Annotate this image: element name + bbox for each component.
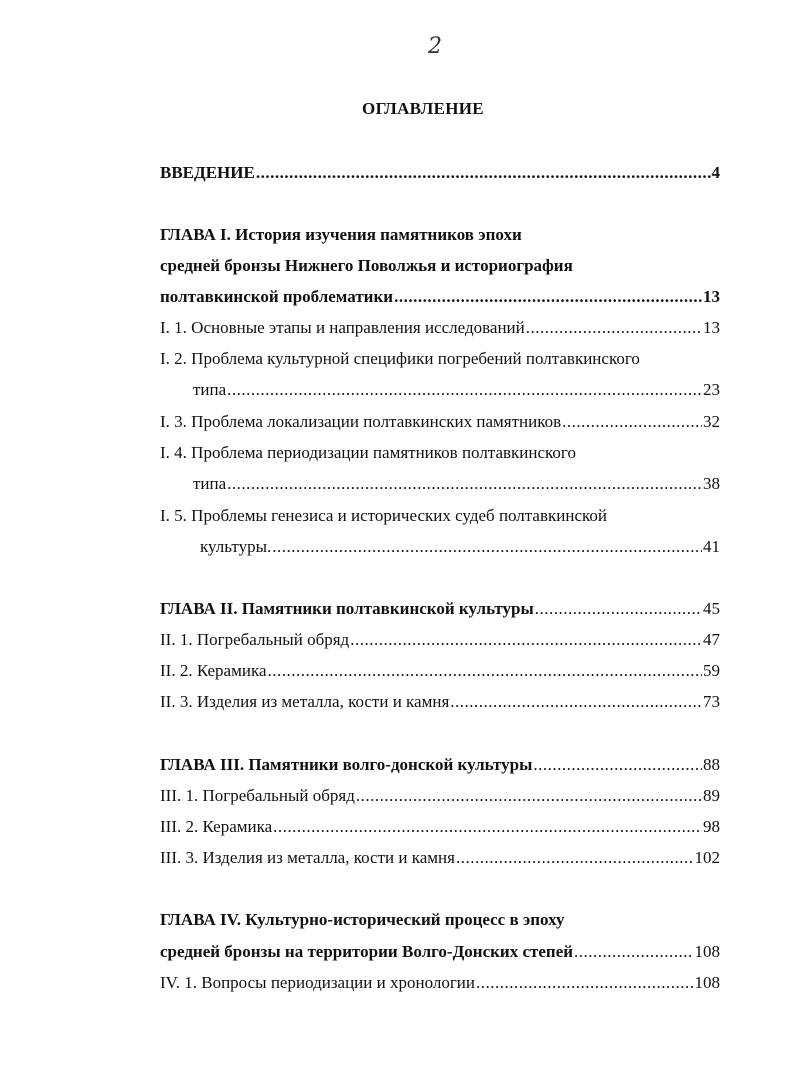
toc-entry-page: 38 (703, 474, 720, 493)
leader-dots (450, 690, 702, 714)
toc-entry-introduction[interactable] (160, 161, 720, 185)
toc-entry-text: II. 1. Погребальный обряд (160, 630, 350, 649)
toc-entry-1-5-line1[interactable]: I. 5. Проблемы генезиса и исторических судеб полтавкинской (160, 506, 607, 525)
leader-dots (394, 285, 702, 309)
toc-entry-page: 108 (694, 942, 720, 961)
toc-entry-page: 98 (703, 817, 720, 836)
toc-entry-text: культуры. (200, 537, 272, 556)
toc-entry-page: 13 (703, 318, 720, 337)
toc-entry-3-1[interactable] (160, 784, 720, 808)
leader-dots (526, 316, 702, 340)
toc-entry-text: III. 1. Погребальный обряд (160, 786, 355, 805)
toc-entry-text: I. 1. Основные этапы и направления исследований (160, 318, 525, 337)
toc-entry-2-2[interactable] (160, 659, 720, 683)
toc-entry-text: III. 2. Керамика (160, 817, 273, 836)
leader-dots (256, 161, 711, 185)
toc-entry-3-3[interactable] (160, 846, 720, 870)
leader-dots (356, 784, 702, 808)
leader-dots (535, 597, 702, 621)
leader-dots (456, 846, 694, 870)
toc-entry-1-4-line1[interactable]: I. 4. Проблема периодизации памятников полтавкинского (160, 443, 576, 462)
chapter-4-heading-line1[interactable]: ГЛАВА IV. Культурно-исторический процесс в эпоху (160, 910, 565, 929)
toc-entry-2-3[interactable] (160, 690, 720, 714)
toc-entry-text: типа (193, 474, 227, 493)
toc-entry-text: ГЛАВА III. Памятники волго-донской культуры (160, 755, 533, 774)
chapter-1-heading-line2[interactable]: средней бронзы Нижнего Поволжья и историография (160, 256, 573, 275)
toc-entry-page: 13 (703, 287, 720, 306)
leader-dots (272, 535, 702, 559)
toc-entry-page: 59 (703, 661, 720, 680)
toc-entry-page: 108 (694, 973, 720, 992)
chapter-3-heading[interactable] (160, 753, 720, 777)
leader-dots (268, 659, 702, 683)
toc-entry-1-5-line2[interactable] (200, 535, 720, 559)
toc-entry-page: 4 (711, 163, 720, 182)
toc-entry-text: IV. 1. Вопросы периодизации и хронологии (160, 973, 475, 992)
chapter-4-heading-line2[interactable] (160, 940, 720, 964)
chapter-1-heading-line3[interactable] (160, 285, 720, 309)
toc-entry-1-3[interactable] (160, 410, 720, 434)
chapter-1-heading-line1[interactable]: ГЛАВА I. История изучения памятников эпохи (160, 225, 522, 244)
toc-entry-text: полтавкинской проблематики (160, 287, 394, 306)
toc-entry-text: II. 3. Изделия из металла, кости и камня (160, 692, 450, 711)
chapter-2-heading[interactable] (160, 597, 720, 621)
leader-dots (227, 378, 702, 402)
toc-entry-page: 41 (703, 537, 720, 556)
toc-entry-text: II. 2. Керамика (160, 661, 267, 680)
toc-entry-page: 23 (703, 380, 720, 399)
toc-entry-3-2[interactable] (160, 815, 720, 839)
toc-entry-page: 32 (703, 412, 720, 431)
toc-entry-page: 89 (703, 786, 720, 805)
leader-dots (562, 410, 702, 434)
toc-entry-4-1[interactable] (160, 971, 720, 995)
toc-entry-text: I. 3. Проблема локализации полтавкинских памятников (160, 412, 562, 431)
toc-entry-text: III. 3. Изделия из металла, кости и камня (160, 848, 455, 867)
leader-dots (574, 940, 693, 964)
leader-dots (476, 971, 694, 995)
toc-entry-text: типа (193, 380, 227, 399)
toc-entry-1-4-line2[interactable] (193, 472, 720, 496)
toc-entry-2-1[interactable] (160, 628, 720, 652)
toc-entry-page: 47 (703, 630, 720, 649)
toc-entry-text: средней бронзы на территории Волго-Донских степей (160, 942, 574, 961)
leader-dots (227, 472, 702, 496)
toc-entry-1-2-line1[interactable]: I. 2. Проблема культурной специфики погребений полтавкинского (160, 349, 640, 368)
toc-entry-1-1[interactable] (160, 316, 720, 340)
leader-dots (533, 753, 702, 777)
toc-entry-text: ВВЕДЕНИЕ (160, 163, 255, 182)
toc-entry-page: 73 (703, 692, 720, 711)
leader-dots (350, 628, 702, 652)
toc-entry-page: 45 (703, 599, 720, 618)
page-number: 2 (428, 34, 442, 59)
toc-title: ОГЛАВЛЕНИЕ (362, 99, 484, 118)
toc-entry-text: ГЛАВА II. Памятники полтавкинской культуры (160, 599, 534, 618)
leader-dots (273, 815, 702, 839)
toc-entry-page: 88 (703, 755, 720, 774)
toc-entry-page: 102 (694, 848, 720, 867)
toc-entry-1-2-line2[interactable] (193, 378, 720, 402)
